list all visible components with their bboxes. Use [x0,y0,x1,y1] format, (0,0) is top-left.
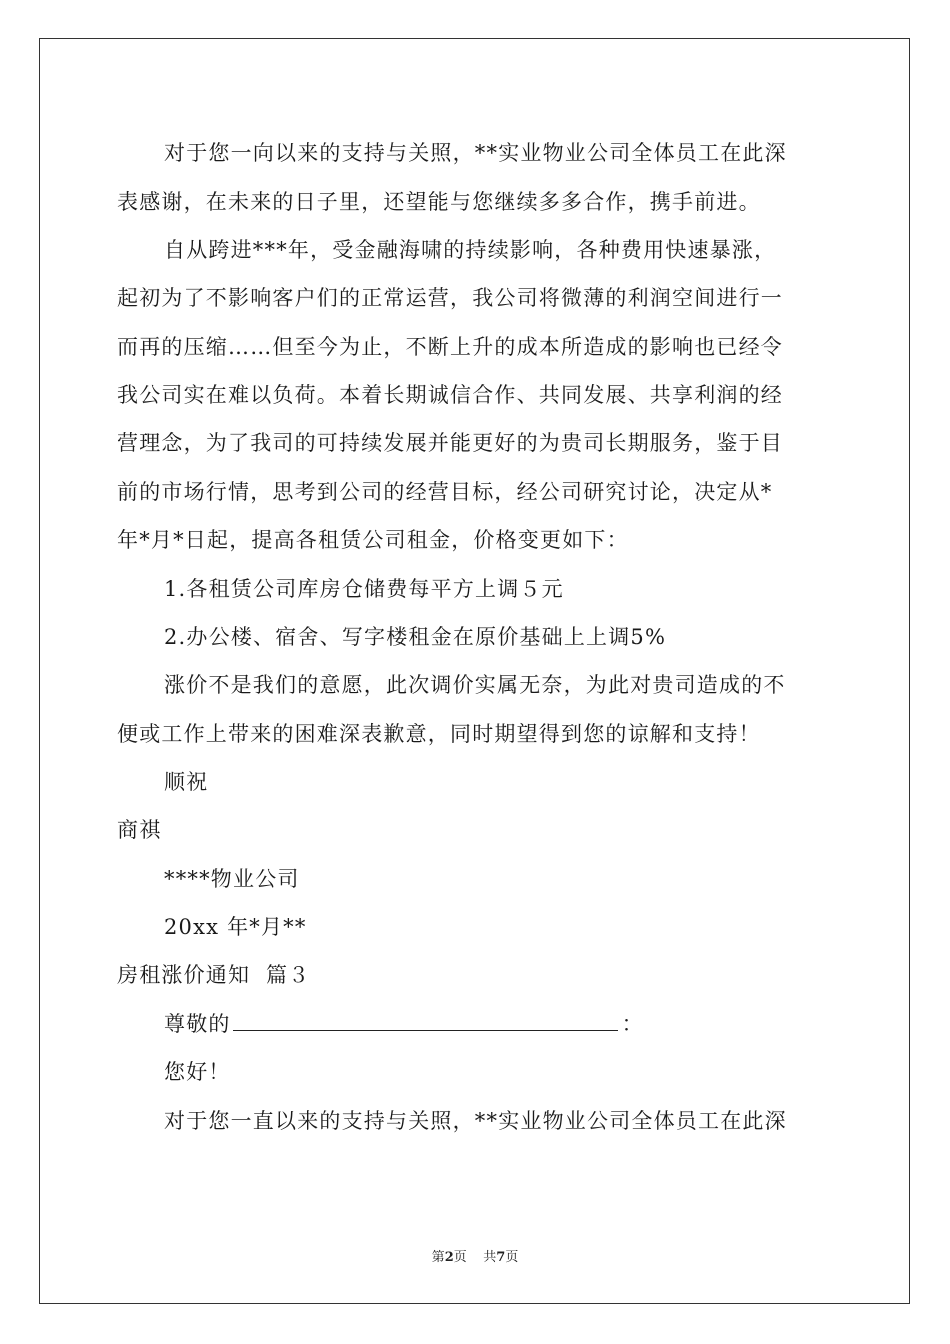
salutation-prefix: 尊敬的 [164,1012,231,1036]
paragraph-line: 涨价不是我们的意愿，此次调价实属无奈，为此对贵司造成的不 [164,673,786,697]
salutation-suffix: ： [621,1012,644,1036]
closing-line: 顺祝 [164,770,209,794]
salutation [164,1008,644,1038]
list-item: 1.各租赁公司库房仓储费每平方上调５元 [164,577,564,601]
paragraph-line: 便或工作上带来的困难深表歉意，同时期望得到您的谅解和支持！ [117,722,761,746]
closing-line: 商祺 [117,818,162,842]
footer-mid: 页 共 [453,1250,497,1265]
paragraph-line: 对于您一向以来的支持与关照，**实业物业公司全体员工在此深 [164,141,787,165]
greeting: 您好！ [164,1060,231,1084]
paragraph-line: 起初为了不影响客户们的正常运营，我公司将微薄的利润空间进行一 [117,286,783,310]
paragraph-line: 年*月*日起，提高各租赁公司租金，价格变更如下： [117,528,629,552]
paragraph-line: 而再的压缩……但至今为止，不断上升的成本所造成的影响也已经令 [117,335,783,359]
footer-page-total: 7 [496,1250,506,1265]
paragraph-line: 营理念，为了我司的可持续发展并能更好的为贵司长期服务，鉴于目 [117,431,783,455]
list-item: 2.办公楼、宿舍、写字楼租金在原价基础上上调5% [164,625,667,649]
paragraph-line: 表感谢，在未来的日子里，还望能与您继续多多合作，携手前进。 [117,190,761,214]
paragraph-line: 我公司实在难以负荷。本着长期诚信合作、共同发展、共享利润的经 [117,383,783,407]
recipient-blank [233,1010,618,1031]
footer-suffix: 页 [505,1250,519,1265]
signature-date: 20xx 年*月** [164,915,307,939]
footer-prefix: 第 [431,1250,445,1265]
page-footer [0,1246,950,1265]
paragraph-line: 自从跨进***年，受金融海啸的持续影响，各种费用快速暴涨， [164,238,777,262]
section-title: 房租涨价通知 篇３ [117,963,311,987]
paragraph-line: 对于您一直以来的支持与关照，**实业物业公司全体员工在此深 [164,1109,787,1133]
footer-page-number: 2 [444,1250,454,1265]
company-signature: ****物业公司 [164,867,300,891]
paragraph-line: 前的市场行情，思考到公司的经营目标，经公司研究讨论，决定从* [117,480,773,504]
